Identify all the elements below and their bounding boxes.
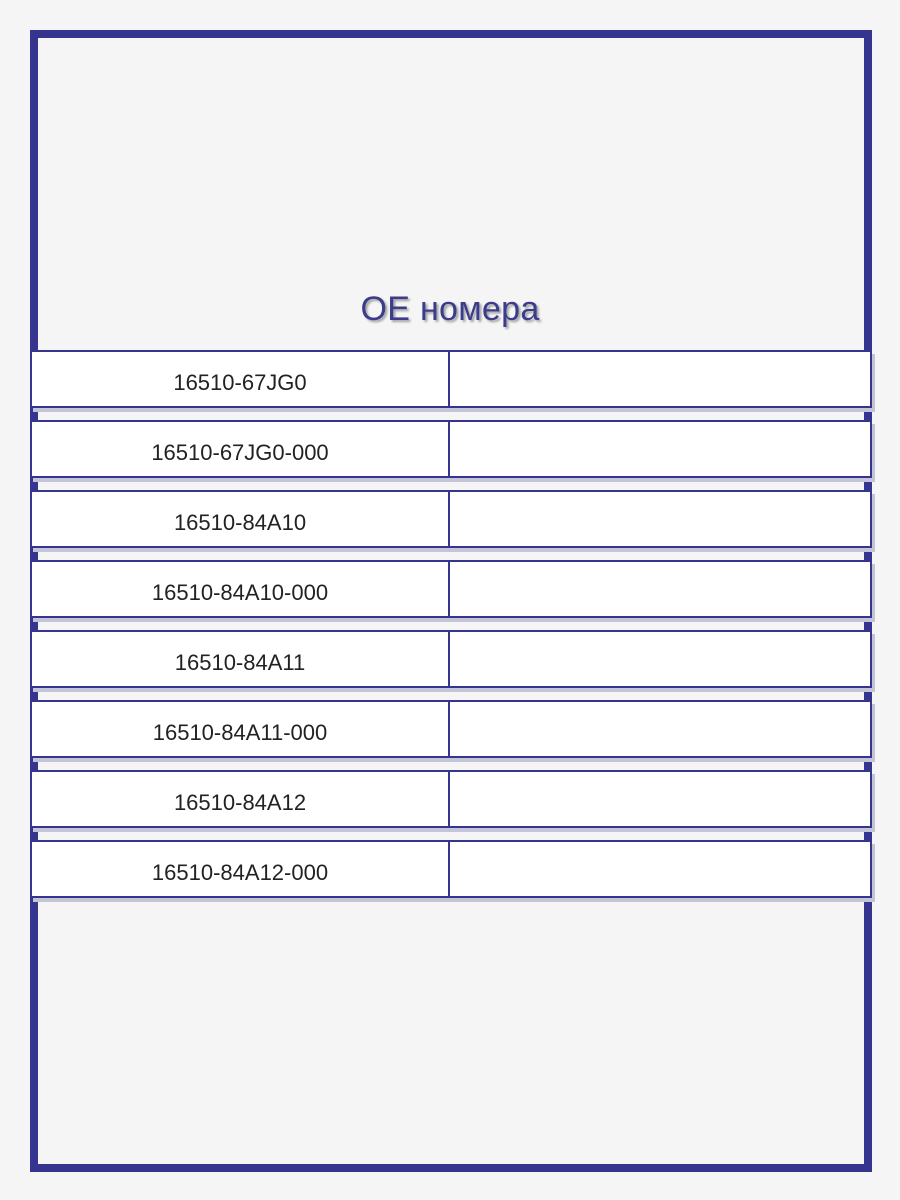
oe-numbers-table [30,350,872,910]
empty-cell [450,562,870,616]
oe-number-cell: 16510-84A10-000 [32,562,450,616]
table-row [30,490,872,548]
oe-number-cell: 16510-84A10 [32,492,450,546]
table-row [30,700,872,758]
page-title: OE номера [360,290,540,328]
empty-cell [450,772,870,826]
table-row [30,420,872,478]
oe-number-cell: 16510-84A11 [32,632,450,686]
table-row [30,560,872,618]
table-row [30,350,872,408]
oe-number-cell: 16510-67JG0-000 [32,422,450,476]
oe-number-cell: 16510-84A12-000 [32,842,450,896]
empty-cell [450,352,870,406]
empty-cell [450,702,870,756]
oe-number-cell: 16510-84A11-000 [32,702,450,756]
empty-cell [450,492,870,546]
empty-cell [450,632,870,686]
table-row [30,630,872,688]
empty-cell [450,842,870,896]
empty-cell [450,422,870,476]
table-row [30,770,872,828]
oe-number-cell: 16510-84A12 [32,772,450,826]
oe-number-cell: 16510-67JG0 [32,352,450,406]
table-row [30,840,872,898]
